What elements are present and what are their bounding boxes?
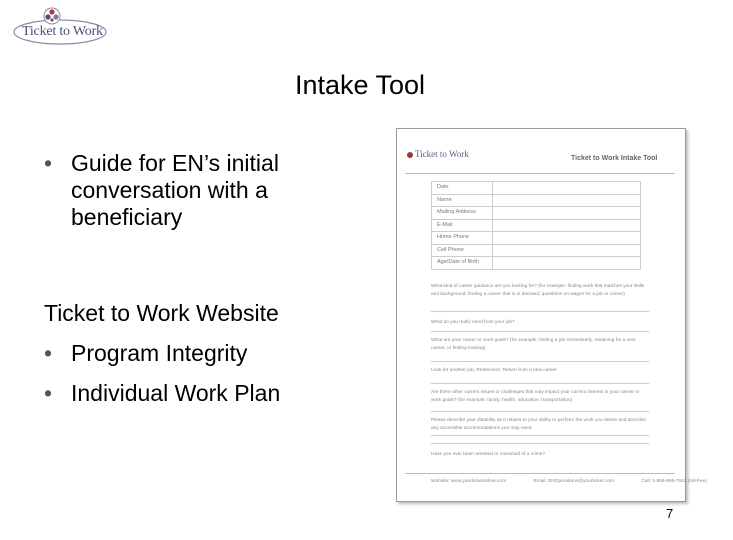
- bullet-list: [44, 150, 384, 231]
- intake-tool-document: [396, 128, 707, 502]
- document-question: What are your career or work goals? (for example: finding a job immediately, retraining for a new career, or finding training): [431, 338, 636, 351]
- footer-website: Website: www.yourticketonline.com: [431, 479, 507, 484]
- document-title: Ticket to Work Intake Tool: [571, 155, 658, 162]
- answer-line: [431, 311, 649, 312]
- bullet-dot-icon: •: [44, 380, 53, 406]
- document-logo: [407, 149, 469, 159]
- document-question: What do you really need from your job?: [431, 320, 515, 325]
- answer-line: [431, 361, 649, 362]
- form-row: Date: [432, 182, 640, 195]
- form-row: Name: [432, 195, 640, 208]
- answer-line: [431, 443, 649, 444]
- answer-line: [431, 383, 649, 384]
- section-list: [44, 340, 384, 420]
- document-question: Have you ever been arrested or convicted of a crime?: [431, 452, 546, 457]
- section-item: [44, 380, 384, 407]
- section-item-text: Program Integrity: [71, 340, 248, 366]
- form-row: E-Mail: [432, 220, 640, 233]
- answer-line: [431, 411, 649, 412]
- document-divider: [405, 173, 675, 174]
- document-form-table: [431, 181, 641, 270]
- answer-line: [431, 435, 649, 436]
- footer-phone: Call: 1-866-968-7842 (toll-free): [641, 479, 707, 484]
- ticket-to-work-logo: [8, 2, 108, 48]
- document-footer: [431, 479, 707, 484]
- form-row: Home Phone: [432, 232, 640, 245]
- footer-email: Email: ENOperations@yourticket.com: [533, 479, 615, 484]
- answer-line: [431, 331, 649, 332]
- document-logo-icon: [407, 152, 413, 158]
- bullet-item: [44, 150, 384, 231]
- page-number: 7: [666, 506, 674, 521]
- form-row: Cell Phone: [432, 245, 640, 258]
- document-logo-text: Ticket to Work: [415, 149, 469, 159]
- bullet-text: Guide for EN’s initial conversation with a beneficiary: [71, 150, 279, 230]
- document-question: Look for another job, Retirement, Return from a new career: [431, 368, 557, 373]
- document-divider: [405, 473, 675, 474]
- section-item: [44, 340, 384, 367]
- form-row: Age/Date of Birth: [432, 257, 640, 269]
- logo-text: Ticket to Work: [22, 24, 103, 39]
- document-question: What kind of career guidance are you looking for? (for example: finding work that matches your skills and background; finding a career that is in demand; questions on wages for a job or career): [431, 284, 645, 297]
- bullet-dot-icon: •: [44, 340, 53, 366]
- slide-title: Intake Tool: [294, 70, 426, 100]
- document-question: Are there other current issues or challenges that may impact your current interest in your career or work goals? (for example: family, health, education, transportation): [431, 390, 640, 403]
- section-item-text: Individual Work Plan: [71, 380, 281, 406]
- form-row: Mailing Address: [432, 207, 640, 220]
- section-heading: Ticket to Work Website: [44, 300, 279, 326]
- document-question: Please describe your disability as it relates to your ability to perform the work you desire and describe any accessible accommodations you may need: [431, 418, 646, 431]
- bullet-dot-icon: •: [44, 150, 53, 176]
